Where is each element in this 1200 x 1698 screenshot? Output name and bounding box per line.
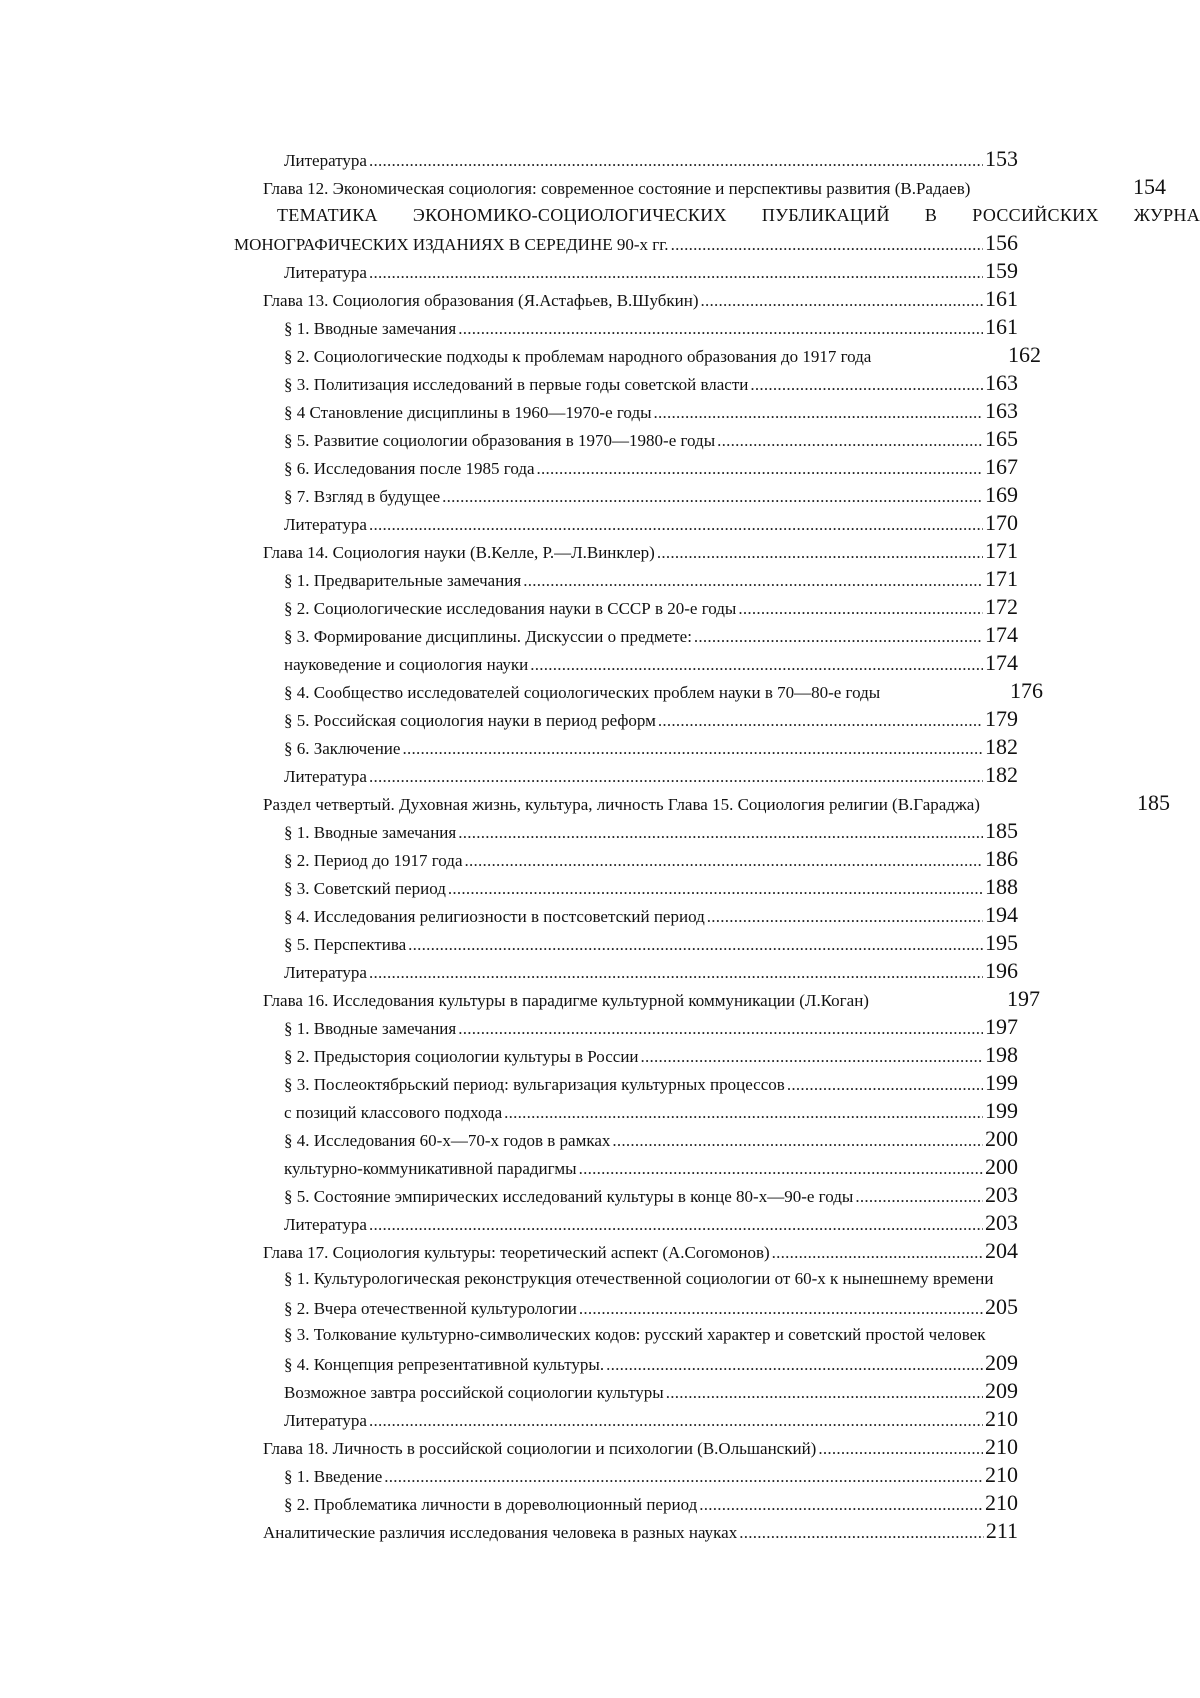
- toc-entry-title: § 2. Период до 1917 года: [284, 851, 463, 870]
- toc-page-number: 203: [985, 1210, 1018, 1235]
- toc-page-number: 172: [985, 594, 1018, 619]
- toc-entry-title: § 2. Предыстория социологии культуры в России: [284, 1047, 639, 1066]
- toc-page-number: 165: [985, 426, 1018, 451]
- toc-page-number: 154: [1133, 174, 1166, 199]
- toc-entry[interactable]: [284, 1126, 1018, 1152]
- toc-entry[interactable]: [284, 1406, 1018, 1432]
- dot-leader: [442, 484, 983, 510]
- toc-entry[interactable]: [263, 986, 1040, 1012]
- toc-entry[interactable]: [263, 1518, 1018, 1544]
- dot-leader: [464, 848, 983, 874]
- toc-entry[interactable]: [284, 902, 1018, 928]
- toc-page-number: 179: [985, 706, 1018, 731]
- toc-entry-title: Глава 14. Социология науки (В.Келле, Р.—Л.Винклер): [263, 543, 655, 562]
- dot-leader: [694, 624, 983, 650]
- dot-leader: [408, 932, 983, 958]
- toc-page-number: 185: [985, 818, 1018, 843]
- toc-page-number: 171: [985, 538, 1018, 563]
- toc-entry[interactable]: [263, 1434, 1018, 1460]
- toc-page-number: 194: [985, 902, 1018, 927]
- dot-leader: [369, 260, 983, 286]
- dot-leader: [384, 1464, 983, 1490]
- dot-leader: [717, 428, 983, 454]
- toc-entry-title: § 2. Вчера отечественной культурологии: [284, 1299, 577, 1318]
- toc-entry-title: § 5. Российская социология науки в период реформ: [284, 711, 656, 730]
- toc-entry-title: с позиций классового подхода: [284, 1103, 503, 1122]
- toc-entry[interactable]: [284, 454, 1018, 480]
- dot-leader: [855, 1184, 983, 1210]
- toc-entry[interactable]: [263, 286, 1018, 312]
- toc-page-number: 203: [985, 1182, 1018, 1207]
- toc-page-number: 198: [985, 1042, 1018, 1067]
- toc-entry-title: Глава 13. Социология образования (Я.Астафьев, В.Шубкин): [263, 291, 699, 310]
- toc-entry[interactable]: [284, 482, 1018, 508]
- toc-entry[interactable]: [284, 1322, 1195, 1348]
- toc-entry[interactable]: [284, 370, 1018, 396]
- toc-entry-title: Литература: [284, 263, 367, 282]
- toc-page-number: 210: [985, 1434, 1018, 1459]
- dot-leader: [707, 904, 983, 930]
- dot-leader: [641, 1044, 983, 1070]
- toc-entry-title: Глава 16. Исследования культуры в парадигме культурной коммуникации (Л.Коган): [263, 991, 869, 1010]
- dot-leader: [448, 876, 983, 902]
- toc-entry-title: § 1. Введение: [284, 1467, 383, 1486]
- toc-entry[interactable]: [284, 846, 1018, 872]
- toc-page-number: 210: [985, 1406, 1018, 1431]
- toc-entry-title: Литература: [284, 151, 367, 170]
- toc-entry[interactable]: [284, 314, 1018, 340]
- toc-page-number: 156: [985, 230, 1018, 255]
- toc-page-number: 170: [985, 510, 1018, 535]
- toc-entry-title: Литература: [284, 515, 367, 534]
- toc-entry-title: § 5. Состояние эмпирических исследований культуры в конце 80-х—90-е годы: [284, 1187, 854, 1206]
- toc-entry[interactable]: [284, 1042, 1018, 1068]
- toc-entry-title: Глава 12. Экономическая социология: современное состояние и перспективы развития (В.Радаев): [263, 179, 971, 198]
- toc-entry[interactable]: [284, 1210, 1018, 1236]
- toc-page-number: 195: [985, 930, 1018, 955]
- dot-leader: [458, 820, 983, 846]
- toc-entry-title: § 3. Советский период: [284, 879, 446, 898]
- dot-leader: [504, 1100, 983, 1126]
- toc-entry-title: Литература: [284, 1411, 367, 1430]
- toc-entry-title: § 4. Исследования 60-х—70-х годов в рамках: [284, 1131, 611, 1150]
- toc-entry[interactable]: [263, 790, 1170, 816]
- toc-page-number: 161: [985, 286, 1018, 311]
- toc-page-number: 162: [1008, 342, 1041, 367]
- toc-entry[interactable]: [263, 538, 1018, 564]
- toc-page-number: 161: [985, 314, 1018, 339]
- toc-page-number: 197: [985, 1014, 1018, 1039]
- toc-entry-title: § 6. Заключение: [284, 739, 401, 758]
- toc-entry-title: § 3. Послеоктябрьский период: вульгаризация культурных процессов: [284, 1075, 785, 1094]
- toc-entry-title: § 4. Сообщество исследователей социологических проблем науки в 70—80-е годы: [284, 683, 881, 702]
- toc-entry[interactable]: [234, 230, 1018, 256]
- dot-leader: [787, 1072, 983, 1098]
- toc-entry-title: § 3. Политизация исследований в первые годы советской власти: [284, 375, 749, 394]
- toc-entry[interactable]: [284, 566, 1018, 592]
- dot-leader: [458, 1016, 983, 1042]
- dot-leader: [818, 1436, 983, 1462]
- toc-entry[interactable]: [284, 258, 1018, 284]
- toc-entry-title: § 5. Развитие социологии образования в 1970—1980-е годы: [284, 431, 716, 450]
- toc-entry-title: Литература: [284, 1215, 367, 1234]
- toc-entry-title: Возможное завтра российской социологии культуры: [284, 1383, 664, 1402]
- toc-entry-title: § 1. Вводные замечания: [284, 1019, 457, 1038]
- dot-leader: [369, 960, 983, 986]
- dot-leader: [402, 736, 983, 762]
- toc-page-number: 199: [985, 1070, 1018, 1095]
- toc-page-number: 197: [1007, 986, 1040, 1011]
- toc-page-number: 176: [1010, 678, 1043, 703]
- toc-page-number: 186: [985, 846, 1018, 871]
- toc-entry[interactable]: [284, 874, 1018, 900]
- dot-leader: [654, 400, 983, 426]
- dot-leader: [369, 1408, 983, 1434]
- toc-entry-title: § 6. Исследования после 1985 года: [284, 459, 535, 478]
- toc-page-number: 200: [985, 1126, 1018, 1151]
- toc-page-number: 210: [985, 1462, 1018, 1487]
- toc-entry[interactable]: [263, 174, 1166, 200]
- toc-page-number: 209: [985, 1350, 1018, 1375]
- toc-entry[interactable]: [263, 1238, 1018, 1264]
- toc-entry[interactable]: [284, 510, 1018, 536]
- toc-entry[interactable]: [284, 1378, 1018, 1404]
- dot-leader: [579, 1156, 983, 1182]
- toc-entry-title: Глава 17. Социология культуры: теоретический аспект (А.Согомонов): [263, 1243, 770, 1262]
- toc-entry[interactable]: [284, 1294, 1018, 1320]
- toc-page-number: 188: [985, 874, 1018, 899]
- toc-page-number: 200: [985, 1154, 1018, 1179]
- toc-entry[interactable]: [284, 958, 1018, 984]
- toc-entry-title: § 4 Становление дисциплины в 1960—1970-е годы: [284, 403, 652, 422]
- toc-entry[interactable]: [284, 1350, 1018, 1376]
- toc-page-number: 210: [985, 1490, 1018, 1515]
- dot-leader: [606, 1352, 983, 1378]
- toc-entry[interactable]: [284, 818, 1018, 844]
- toc-entry[interactable]: [284, 1490, 1018, 1516]
- toc-entry[interactable]: [284, 1462, 1018, 1488]
- toc-entry[interactable]: [284, 706, 1018, 732]
- dot-leader: [369, 512, 983, 538]
- dot-leader: [700, 288, 983, 314]
- toc-entry[interactable]: [284, 426, 1018, 452]
- toc-page-number: 182: [985, 762, 1018, 787]
- toc-entry-title: Аналитические различия исследования человека в разных науках: [263, 1523, 738, 1542]
- dot-leader: [369, 148, 983, 174]
- toc-entry-title: Глава 18. Личность в российской социологии и психологии (В.Ольшанский): [263, 1439, 817, 1458]
- toc-entry[interactable]: [284, 734, 1018, 760]
- toc-entry-title: § 7. Взгляд в будущее: [284, 487, 441, 506]
- toc-entry[interactable]: [284, 622, 1018, 648]
- toc-entry-title: § 5. Перспектива: [284, 935, 407, 954]
- toc-entry[interactable]: [284, 1098, 1018, 1124]
- toc-entry-title: § 1. Предварительные замечания: [284, 571, 522, 590]
- dot-leader: [530, 652, 983, 678]
- toc-page-number: 204: [985, 1238, 1018, 1263]
- dot-leader: [739, 1520, 984, 1546]
- toc-entry-title: § 2. Социологические исследования науки в СССР в 20-е годы: [284, 599, 737, 618]
- dot-leader: [537, 456, 983, 482]
- toc-entry[interactable]: [284, 762, 1018, 788]
- toc-entry[interactable]: [284, 398, 1018, 424]
- toc-page-number: 174: [985, 650, 1018, 675]
- dot-leader: [657, 540, 983, 566]
- dot-leader: [772, 1240, 983, 1266]
- toc-entry[interactable]: [284, 342, 1041, 368]
- dot-leader: [750, 372, 983, 398]
- toc-entry[interactable]: [284, 1182, 1018, 1208]
- toc-page-number: 167: [985, 454, 1018, 479]
- dot-leader: [666, 1380, 983, 1406]
- dot-leader: [699, 1492, 983, 1518]
- toc-entry-title: культурно-коммуникативной парадигмы: [284, 1159, 577, 1178]
- toc-entry[interactable]: [284, 146, 1018, 172]
- dot-leader: [612, 1128, 983, 1154]
- toc-entry-title: Раздел четвертый. Духовная жизнь, культура, личность Глава 15. Социология религии (В.Гараджа): [263, 795, 980, 814]
- toc-entry[interactable]: [284, 1154, 1018, 1180]
- toc-page-number: 185: [1137, 790, 1170, 815]
- toc-page-number: 174: [985, 622, 1018, 647]
- toc-page-number: 169: [985, 482, 1018, 507]
- toc-entry-title: § 2. Социологические подходы к проблемам народного образования до 1917 года: [284, 347, 872, 366]
- toc-entry[interactable]: [284, 650, 1018, 676]
- toc-entry[interactable]: [284, 1070, 1018, 1096]
- dot-leader: [671, 232, 983, 258]
- toc-entry-title: § 1. Вводные замечания: [284, 319, 457, 338]
- toc-page-number: 211: [985, 1518, 1018, 1543]
- toc-entry[interactable]: [284, 930, 1018, 956]
- toc-entry-title: § 4. Концепция репрезентативной культуры.: [284, 1355, 605, 1374]
- toc-page-number: 205: [985, 1294, 1018, 1319]
- toc-entry-title: науковедение и социология науки: [284, 655, 529, 674]
- toc-entry[interactable]: [284, 1266, 1195, 1292]
- toc-page-number: 209: [985, 1378, 1018, 1403]
- toc-entry-title: § 3. Формирование дисциплины. Дискуссии о предмете:: [284, 627, 692, 646]
- toc-entry-title: Литература: [284, 963, 367, 982]
- toc-page-number: 163: [985, 398, 1018, 423]
- toc-page-number: 196: [985, 958, 1018, 983]
- toc-page-number: 199: [985, 1098, 1018, 1123]
- toc-page-number: 159: [985, 258, 1018, 283]
- toc-entry-title: МОНОГРАФИЧЕСКИХ ИЗДАНИЯХ В СЕРЕДИНЕ 90-х гг.: [234, 235, 669, 254]
- toc-entry[interactable]: [284, 594, 1018, 620]
- dot-leader: [658, 708, 983, 734]
- toc-entry-title: § 1. Культурологическая реконструкция отечественной социологии от 60-х к нынешнему времени: [284, 1269, 994, 1288]
- toc-heading: ТЕМАТИКА ЭКОНОМИКО-СОЦИОЛОГИЧЕСКИХ ПУБЛИКАЦИЙ В РОССИЙСКИХ ЖУРНА: [277, 205, 1200, 225]
- dot-leader: [738, 596, 983, 622]
- toc-entry-title: § 1. Вводные замечания: [284, 823, 457, 842]
- toc-entry-title: § 3. Толкование культурно-символических кодов: русский характер и советский простой человек: [284, 1325, 986, 1344]
- toc-entry[interactable]: [284, 1014, 1018, 1040]
- toc-page-number: 163: [985, 370, 1018, 395]
- dot-leader: [369, 1212, 983, 1238]
- toc-page-number: 153: [985, 146, 1018, 171]
- toc-entry-title: Литература: [284, 767, 367, 786]
- dot-leader: [579, 1296, 983, 1322]
- dot-leader: [369, 764, 983, 790]
- dot-leader: [458, 316, 983, 342]
- dot-leader: [523, 568, 983, 594]
- toc-page-number: 171: [985, 566, 1018, 591]
- toc-entry[interactable]: [284, 678, 1043, 704]
- toc-entry-title: § 2. Проблематика личности в дореволюционный период: [284, 1495, 698, 1514]
- toc-page-number: 182: [985, 734, 1018, 759]
- toc-entry-title: § 4. Исследования религиозности в постсоветский период: [284, 907, 705, 926]
